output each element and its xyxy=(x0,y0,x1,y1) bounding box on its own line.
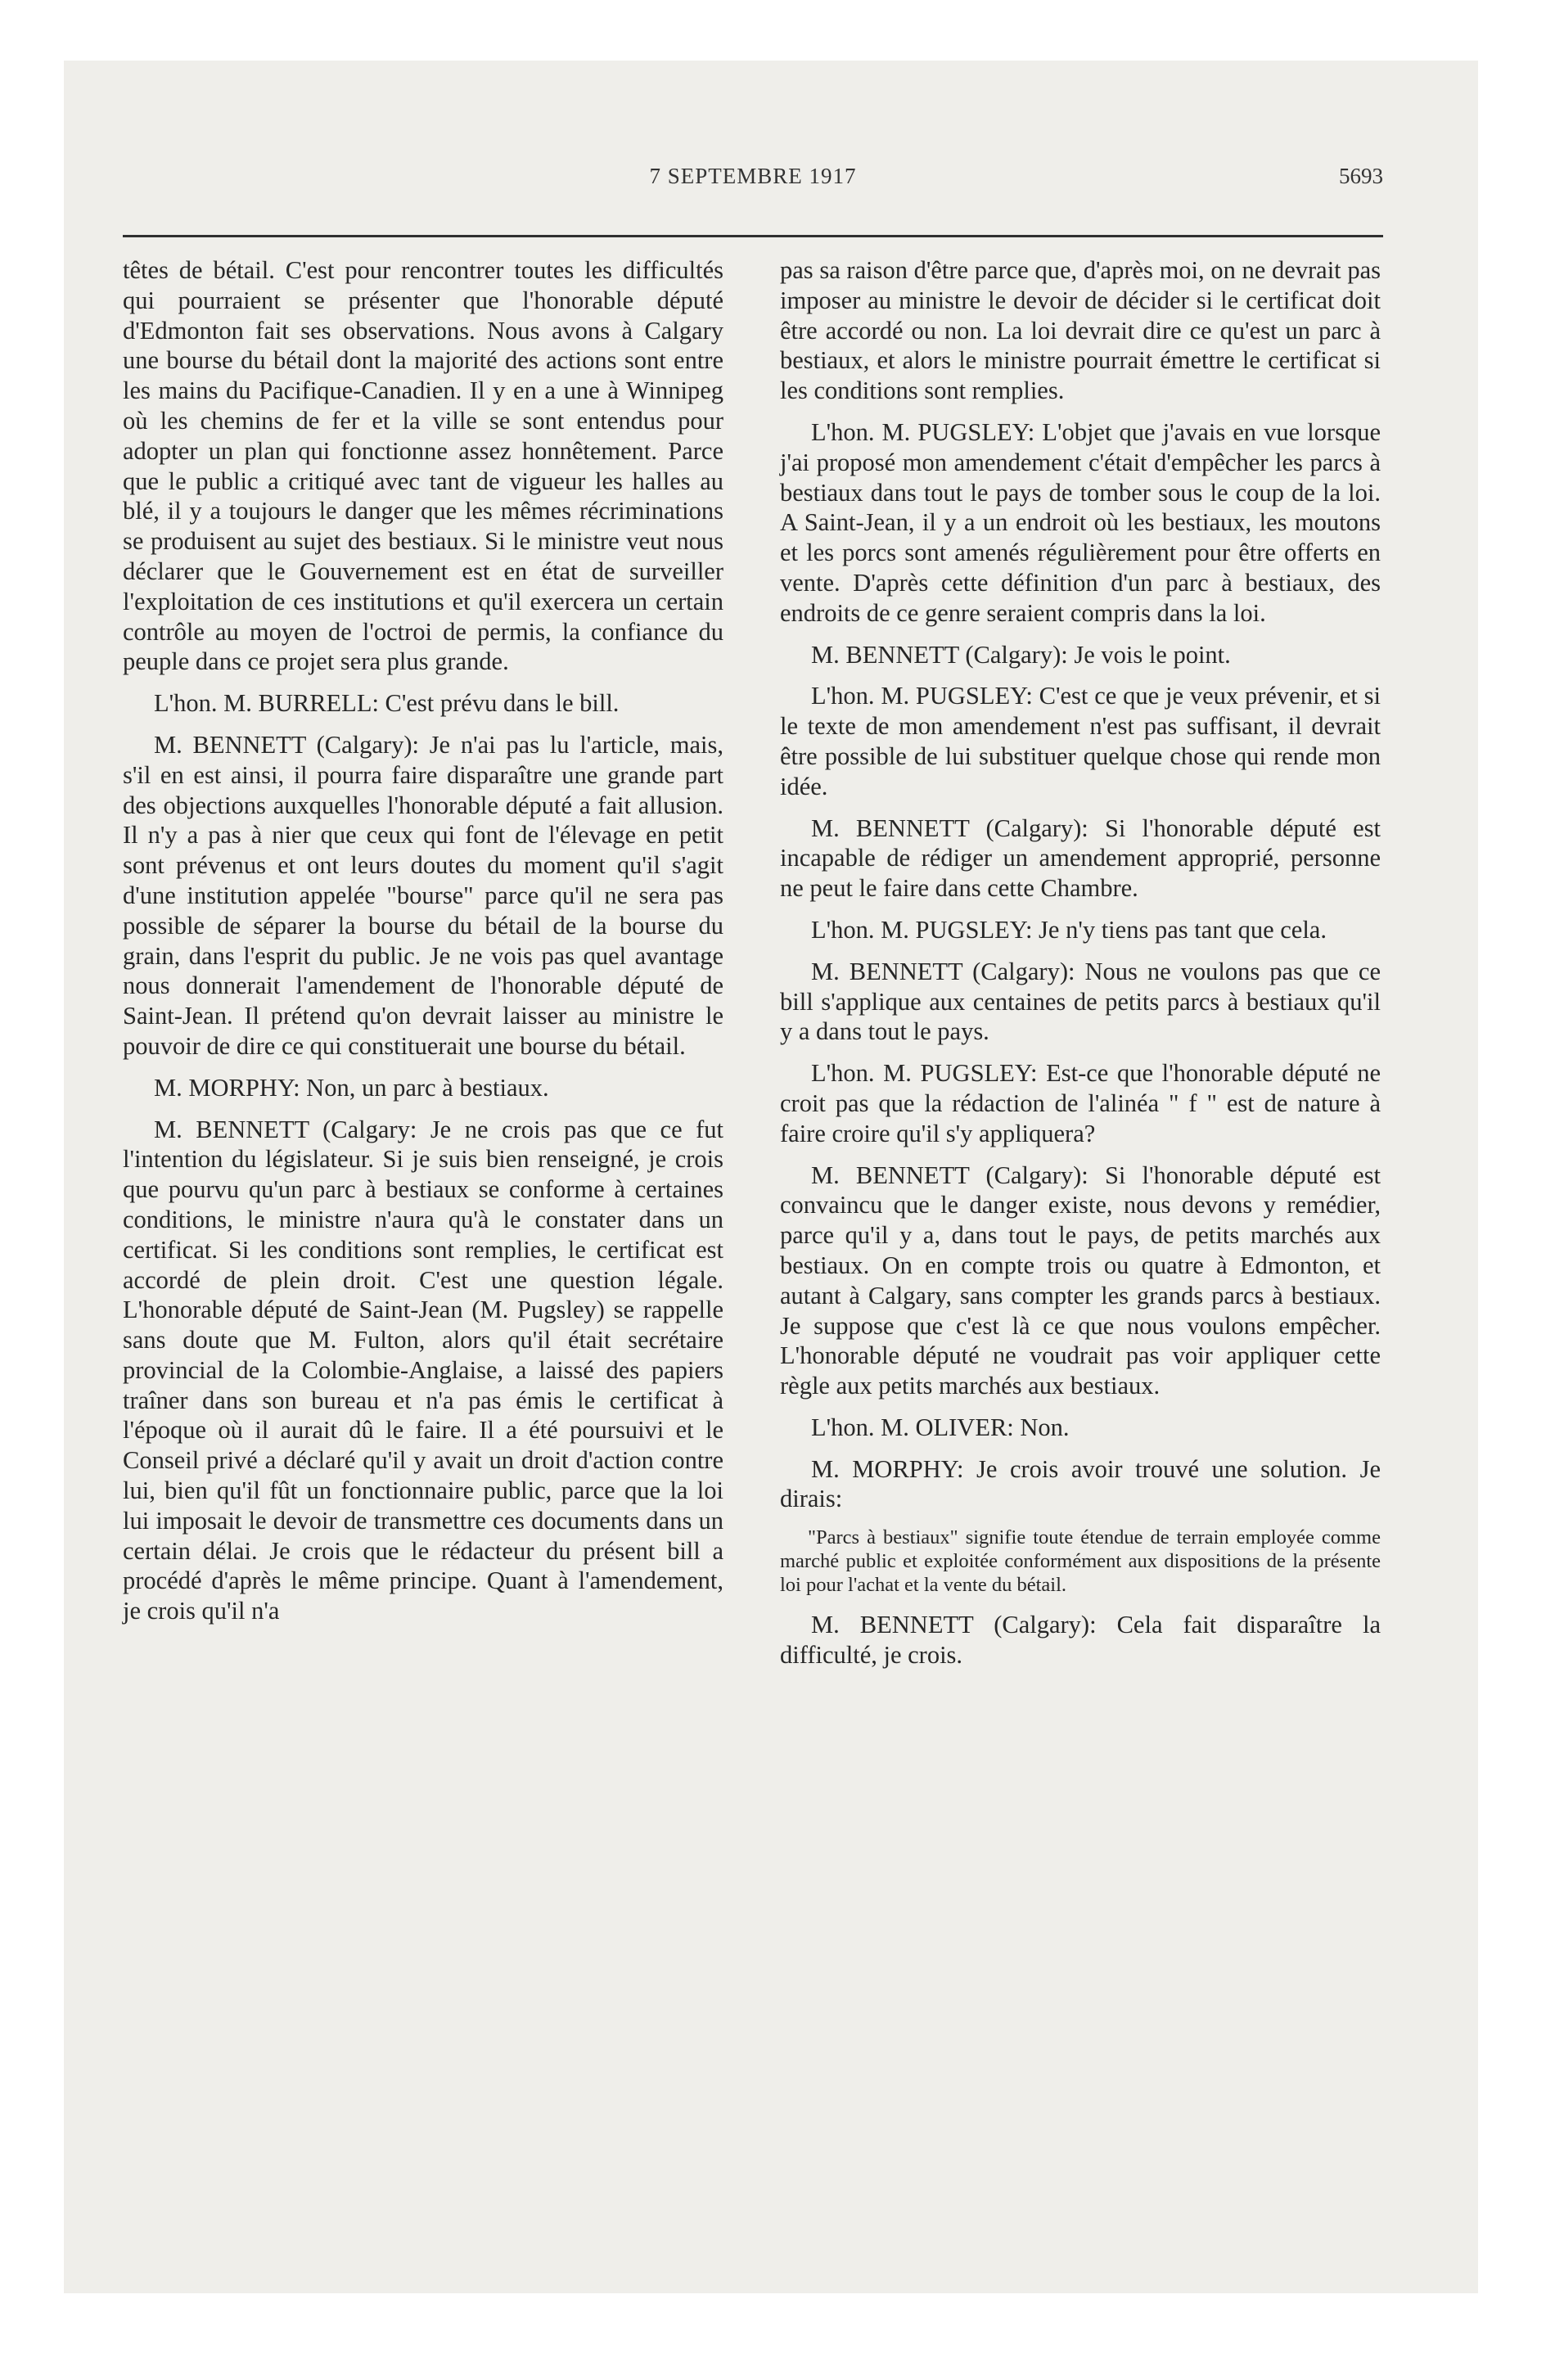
paragraph: M. BENNETT (Calgary): Nous ne voulons pas que ce bill s'applique aux centaines de petits parcs à bestiaux qu'il y a dans tout le pays. xyxy=(780,957,1381,1046)
paragraph: M. BENNETT (Calgary): Je n'ai pas lu l'article, mais, s'il en est ainsi, il pourra faire disparaître une grande part des objections auxquelles l'honorable député a fait allusion. Il n'y a pas à nier que ceux qui font de l'élevage en petit sont prévenus et ont leurs doutes du moment qu'il s'agit d'une institution appelée "bourse" parce qu'il ne sera pas possible de séparer la bourse du bétail de la bourse du grain, dans l'esprit du public. Je ne vois pas quel avantage nous donnerait l'amendement de l'honorable député de Saint-Jean. Il prétend qu'on devrait laisser au ministre le pouvoir de dire ce qui constituerait une bourse du bétail. xyxy=(123,730,723,1060)
paragraph: M. BENNETT (Calgary): Si l'honorable député est incapable de rédiger un amendement approprié, personne ne peut le faire dans cette Chambre. xyxy=(780,814,1381,903)
paragraph: M. BENNETT (Calgary): Je vois le point. xyxy=(811,640,1231,669)
paragraph: L'hon. M. OLIVER: Non. xyxy=(811,1413,1070,1441)
paragraph: L'hon. M. PUGSLEY: Je n'y tiens pas tant que cela. xyxy=(811,915,1327,944)
paragraph: L'hon. M. PUGSLEY: L'objet que j'avais en vue lorsque j'ai proposé mon amendement c'était d'empêcher les parcs à bestiaux dans tout le pays de tomber sous le coup de la loi. A Saint-Jean, il y a un endroit où les bestiaux, les moutons et les porcs sont amenés régulièrement pour être offerts en vente. D'après cette définition d'un parc à bestiaux, des endroits de ce genre seraient compris dans la loi. xyxy=(780,417,1381,627)
left-column xyxy=(123,255,723,1638)
paragraph: M. BENNETT (Calgary): Si l'honorable député est convaincu que le danger existe, nous devons y remédier, parce qu'il y a, dans tout le pays, de petits marchés aux bestiaux. On en compte trois ou quatre à Edmonton, et autant à Calgary, sans compter les grands parcs à bestiaux. Je suppose que c'est là ce que nous voulons empêcher. L'honorable député ne voudrait pas voir appliquer cette règle aux petits marchés aux bestiaux. xyxy=(780,1161,1381,1400)
paragraph: M. BENNETT (Calgary: Je ne crois pas que ce fut l'intention du législateur. Si je suis bien renseigné, je crois que pourvu qu'un parc à bestiaux se conforme à certaines conditions, le ministre n'aura qu'à le constater dans un certificat. Si les conditions sont remplies, le certificat est accordé de plein droit. C'est une question légale. L'honorable député de Saint-Jean (M. Pugsley) se rappelle sans doute que M. Fulton, alors qu'il était secrétaire provincial de la Colombie-Anglaise, a laissé des papiers traîner dans son bureau et n'a pas émis le certificat à l'époque où il aurait dû le faire. Il a été poursuivi et le Conseil privé a déclaré qu'il y avait un droit d'action contre lui, bien qu'il fût un fonctionnaire public, parce que la loi lui imposait le devoir de transmettre ces documents dans un certain délai. Je crois que le rédacteur du présent bill a procédé d'après le même principe. Quant à l'amendement, je crois qu'il n'a xyxy=(123,1115,723,1625)
paragraph: L'hon. M. BURRELL: C'est prévu dans le bill. xyxy=(154,689,620,718)
paragraph: L'hon. M. PUGSLEY: C'est ce que je veux prévenir, et si le texte de mon amendement n'est pas suffisant, il devrait être possible de lui substituer quelque chose qui rende mon idée. xyxy=(780,682,1381,800)
page-number: 5693 xyxy=(1339,164,1383,188)
header-date: 7 SEPTEMBRE 1917 xyxy=(649,164,857,188)
block-quote: "Parcs à bestiaux" signifie toute étendue de terrain employée comme marché public et exploitée conformément aux dispositions de la présente loi pour l'achat et la vente du bétail. xyxy=(780,1526,1381,1597)
paragraph: pas sa raison d'être parce que, d'après moi, on ne devrait pas imposer au ministre le devoir de décider si le certificat doit être accordé ou non. La loi devrait dire ce qu'est un parc à bestiaux, et alors le ministre pourrait émettre le certificat si les conditions sont remplies. xyxy=(780,256,1381,405)
page-header xyxy=(123,160,1383,201)
paragraph: M. MORPHY: Je crois avoir trouvé une solution. Je dirais: xyxy=(780,1454,1381,1513)
paragraph: L'hon. M. PUGSLEY: Est-ce que l'honorable député ne croit pas que la rédaction de l'alinéa " f " est de nature à faire croire qu'il s'y appliquera? xyxy=(780,1059,1381,1147)
right-column xyxy=(780,255,1381,1682)
paragraph: têtes de bétail. C'est pour rencontrer toutes les difficultés qui pourraient se présenter que l'honorable député d'Edmonton fait ses observations. Nous avons à Calgary une bourse du bétail dont la majorité des actions sont entre les mains du Pacifique-Canadien. Il y en a une à Winnipeg où les chemins de fer et la ville se sont entendus pour adopter un plan qui fonctionne assez honnêtement. Parce que le public a critiqué avec tant de vigueur les halles au blé, il y a toujours le danger que les mêmes récriminations se produisent au sujet des bestiaux. Si le ministre veut nous déclarer que le Gouvernement est en état de surveiller l'exploitation de ces institutions et qu'il exercera un certain contrôle au moyen de l'octroi de permis, la confiance du peuple dans ce projet sera plus grande. xyxy=(123,256,723,676)
paragraph: M. MORPHY: Non, un parc à bestiaux. xyxy=(154,1073,549,1102)
paragraph: M. BENNETT (Calgary): Cela fait disparaître la difficulté, je crois. xyxy=(780,1611,1381,1670)
header-rule xyxy=(123,235,1383,237)
